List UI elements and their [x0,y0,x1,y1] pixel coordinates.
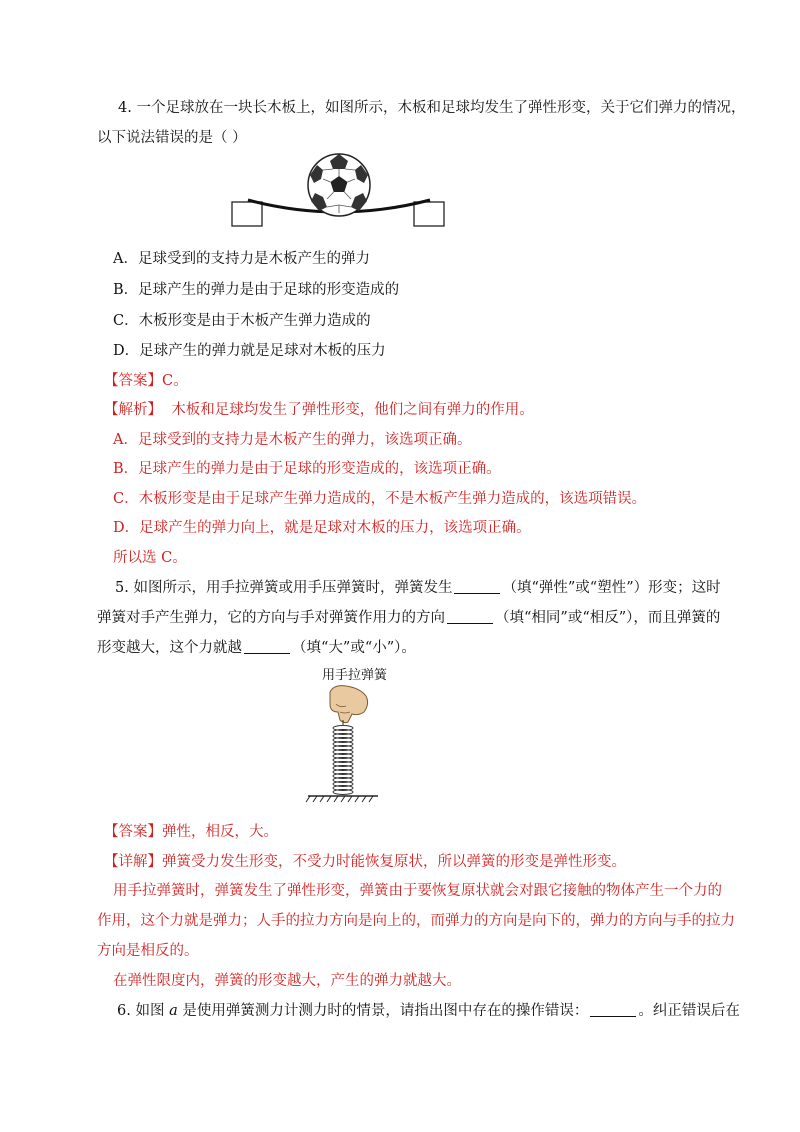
q5-detail-line3: 作用，这个力就是弹力；人手的拉力方向是向上的，而弹力的方向是向下的，弹力的方向与手的拉力 [97,913,735,929]
q4-option-d: D．足球产生的弹力就是足球对木板的压力 [113,343,386,359]
spring-figure-caption: 用手拉弹簧 [322,668,388,683]
q5-line2-part-b: （填“相同”或“相反”），而且弹簧的 [495,610,721,626]
q4-stem-line2: 以下说法错误的是（ ） [97,130,247,146]
q5-blank-1[interactable] [454,579,500,594]
answer-value: 弹性，相反，大。 [162,824,278,840]
q4-analysis-item-d: D．足球产生的弹力向上，就是足球对木板的压力，该选项正确。 [113,520,531,536]
q4-conclusion: 所以选 C。 [113,550,187,566]
q6-line1-part-b: 是使用弹簧测力计测力时的情景，请指出图中存在的操作错误： [182,1003,589,1019]
hand-icon [330,686,368,723]
answer-tag: 【答案】 [104,824,162,840]
q6-blank-1[interactable] [590,1002,636,1017]
q5-stem-line2 [97,608,720,628]
q4-analysis-item-c: C．木板形变是由于足球产生弹力造成的，不是木板产生弹力造成的，该选项错误。 [113,491,647,507]
q5-stem-line1 [115,578,721,598]
q5-stem-line3 [97,638,416,658]
q5-detail-line1 [104,852,626,872]
q5-detail-line4: 方向是相反的。 [97,943,199,959]
answer-tag: 【答案】 [104,373,162,389]
q6-line1-part-c: 。纠正错误后在 [638,1003,740,1019]
q5-line3-part-b: （填“大”或“小”）。 [292,640,416,656]
detail-tag: 【详解】 [104,854,162,870]
detail-text: 弹簧受力发生形变，不受力时能恢复原状，所以弹簧的形变是弹性形变。 [162,854,626,870]
analysis-intro: 木板和足球均发生了弹性形变，他们之间有弹力的作用。 [171,402,534,418]
soccer-ball [308,154,370,216]
q4-answer-line [104,371,188,391]
q4-stem-line1: 4. 一个足球放在一块长木板上，如图所示，木板和足球均发生了弹性形变，关于它们弹力的情况， [118,100,746,116]
ground-hatch [306,796,378,802]
q4-analysis-item-a: A．足球受到的支持力是木板产生的弹力，该选项正确。 [113,432,472,448]
q5-line1-part-a: 5. 如图所示，用手拉弹簧或用手压弹簧时，弹簧发生 [115,580,453,596]
q4-option-c: C．木板形变是由于木板产生弹力造成的 [113,313,371,329]
q4-analysis-line [104,400,534,420]
hand-pulling-spring-figure [300,682,390,804]
q4-analysis-item-b: B．足球产生的弹力是由于足球的形变造成的，该选项正确。 [113,461,501,477]
left-support-block [232,202,262,226]
q4-option-b: B．足球产生的弹力是由于足球的形变造成的 [113,282,400,298]
q5-detail-line2: 用手拉弹簧时，弹簧发生了弹性形变，弹簧由于要恢复原状就会对跟它接触的物体产生一个力的 [113,883,722,899]
q5-answer-line [104,822,278,842]
q5-line1-part-b: （填“弹性”或“塑性”）形变；这时 [502,580,721,596]
q6-stem-line1 [117,1001,740,1021]
q6-line1-part-a: 6. 如图 [117,1003,165,1019]
q5-line2-part-a: 弹簧对手产生弹力，它的方向与手对弹簧作用力的方向 [97,610,445,626]
q5-blank-2[interactable] [447,609,493,624]
q6-figure-variable: a [169,1003,178,1019]
analysis-tag: 【解析】 [104,402,162,418]
answer-value: C。 [162,373,188,389]
soccer-ball-on-plank-figure [228,152,448,230]
q5-line3-part-a: 形变越大，这个力就越 [97,640,242,656]
q5-blank-3[interactable] [244,639,290,654]
spring-coil [333,726,353,795]
right-support-block [414,202,444,226]
q5-detail-line5: 在弹性限度内，弹簧的形变越大，产生的弹力就越大。 [113,973,461,989]
q4-option-a: A．足球受到的支持力是木板产生的弹力 [113,251,370,267]
